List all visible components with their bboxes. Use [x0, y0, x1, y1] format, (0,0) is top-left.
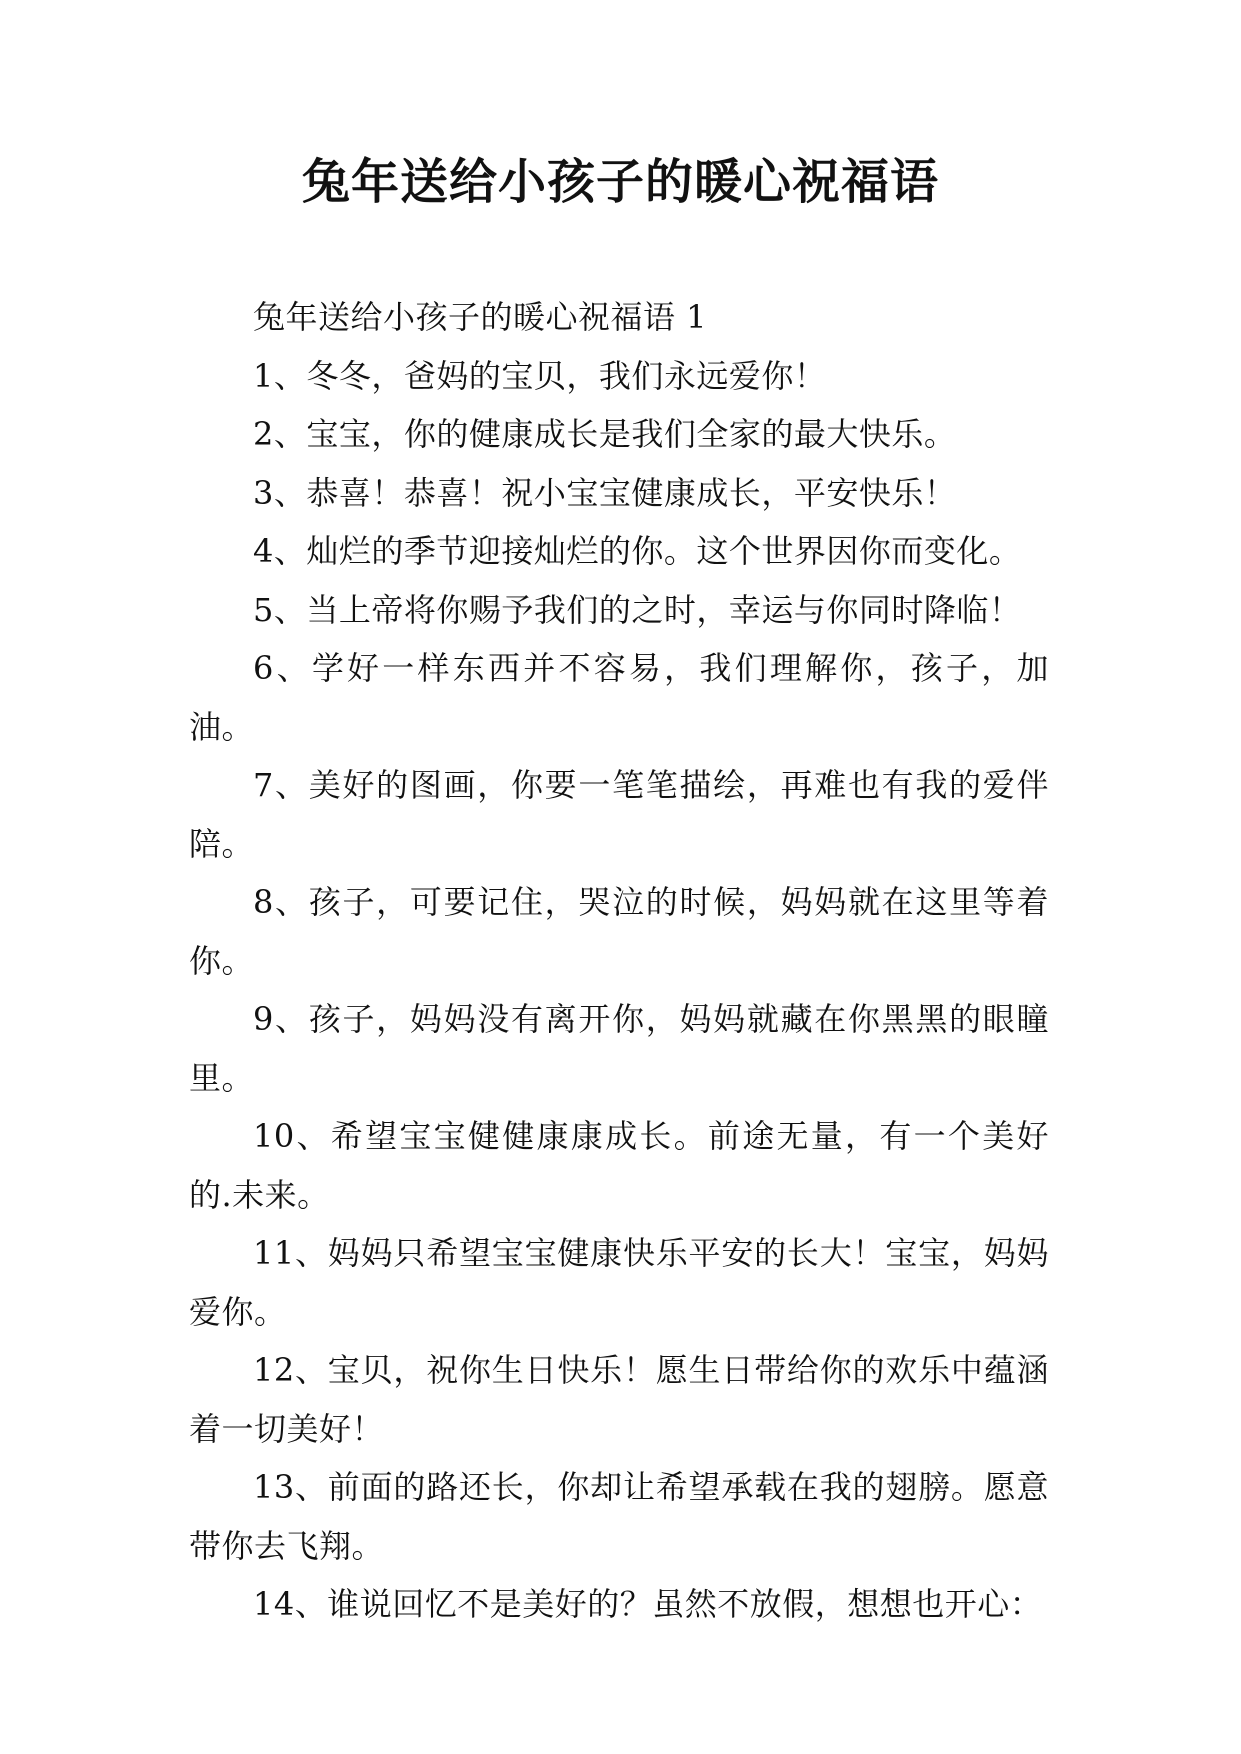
- paragraph-section-heading: 兔年送给小孩子的暖心祝福语 1: [253, 298, 708, 336]
- paragraph-item-9: 9、孩子，妈妈没有离开你，妈妈就藏在你黑黑的眼瞳里。: [189, 1000, 1049, 1097]
- paragraph-item-6: 6、学好一样东西并不容易，我们理解你，孩子，加油。: [189, 649, 1049, 746]
- paragraph-item-14: 14、谁说回忆不是美好的？虽然不放假，想想也开心：: [253, 1585, 1043, 1623]
- paragraph-item-12: 12、宝贝，祝你生日快乐！愿生日带给你的欢乐中蕴涵着一切美好！: [189, 1351, 1049, 1448]
- paragraph-item-13: 13、前面的路还长，你却让希望承载在我的翅膀。愿意带你去飞翔。: [189, 1468, 1049, 1565]
- paragraph-item-7: 7、美好的图画，你要一笔笔描绘，再难也有我的爱伴陪。: [189, 766, 1049, 863]
- paragraph-item-8: 8、孩子，可要记住，哭泣的时候，妈妈就在这里等着你。: [189, 883, 1049, 980]
- paragraph-item-4: 4、灿烂的季节迎接灿烂的你。这个世界因你而变化。: [253, 532, 1022, 570]
- document-body: [189, 288, 1049, 1634]
- paragraph-item-5: 5、当上帝将你赐予我们的之时，幸运与你同时降临！: [253, 590, 1022, 629]
- paragraph-item-11: 11、妈妈只希望宝宝健康快乐平安的长大！宝宝，妈妈爱你。: [189, 1234, 1049, 1331]
- paragraph-item-10: 10、希望宝宝健健康康成长。前途无量，有一个美好的.未来。: [189, 1117, 1049, 1214]
- document-title: 兔年送给小孩子的暖心祝福语: [301, 154, 939, 210]
- paragraph-item-1: 1、冬冬，爸妈的宝贝，我们永远爱你！: [253, 356, 827, 395]
- paragraph-item-2: 2、宝宝，你的健康成长是我们全家的最大快乐。: [253, 415, 957, 453]
- paragraph-item-3: 3、恭喜！恭喜！祝小宝宝健康成长，平安快乐！: [253, 473, 957, 512]
